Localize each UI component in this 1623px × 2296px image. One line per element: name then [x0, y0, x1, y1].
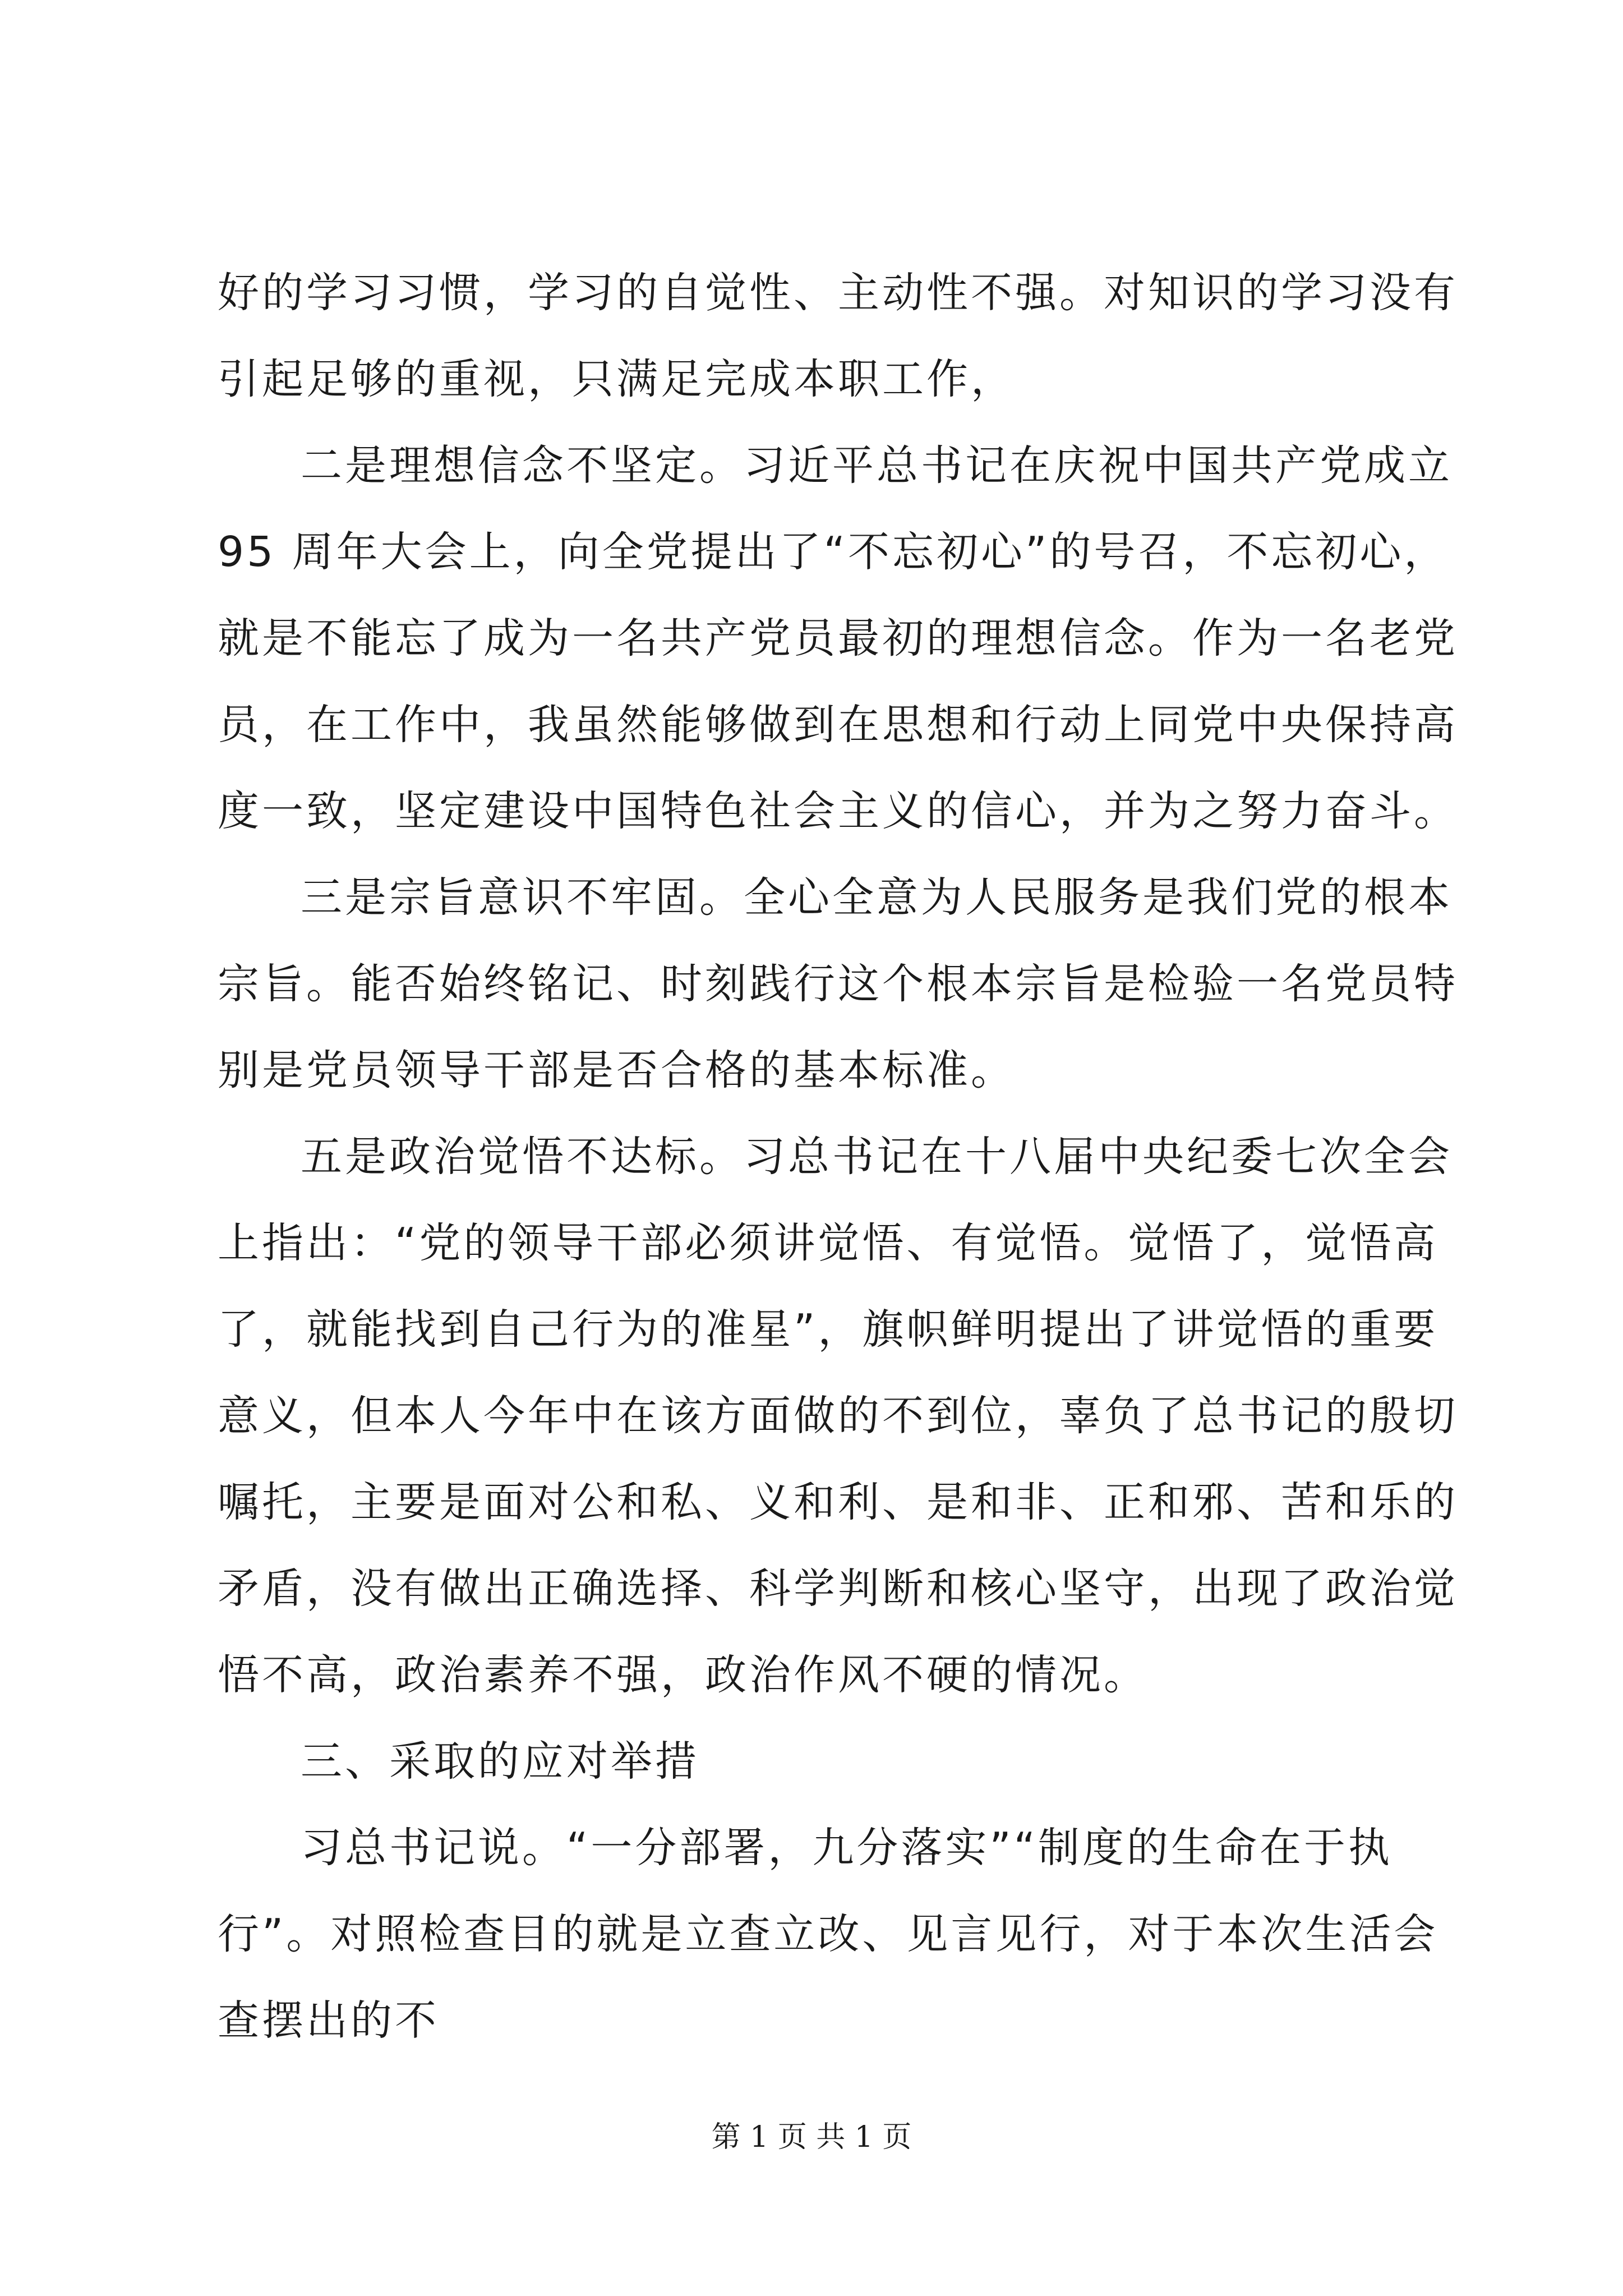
- page-footer: 第 1 页 共 1 页: [711, 2120, 912, 2154]
- text-line: 引起足够的重视，只满足完成本职工作，: [218, 355, 1015, 403]
- text-line: 习总书记说。“一分部署，九分落实”“制度的生命在于执: [301, 1824, 1393, 1872]
- text-line: 三、采取的应对举措: [301, 1737, 699, 1786]
- text-line: 宗旨。能否始终铭记、时刻践行这个根本宗旨是检验一名党员特: [218, 960, 1458, 1008]
- text-line: 好的学习习惯，学习的自觉性、主动性不强。对知识的学习没有: [218, 269, 1458, 317]
- text-line: 二是理想信念不坚定。习近平总书记在庆祝中国共产党成立: [301, 441, 1453, 490]
- text-line: 悟不高，政治素养不强，政治作风不硬的情况。: [218, 1651, 1148, 1699]
- text-line: 度一致，坚定建设中国特色社会主义的信心，并为之努力奋斗。: [218, 787, 1458, 835]
- text-line: 行”。对照检查目的就是立查立改、见言见行，对于本次生活会: [218, 1910, 1438, 1958]
- document-body: [218, 250, 1458, 2064]
- text-line: 嘱托，主要是面对公和私、义和利、是和非、正和邪、苦和乐的: [218, 1478, 1458, 1526]
- text-line: 意义，但本人今年中在该方面做的不到位，辜负了总书记的殷切: [218, 1392, 1458, 1440]
- text-line: 上指出：“党的领导干部必须讲觉悟、有觉悟。觉悟了，觉悟高: [218, 1219, 1438, 1267]
- text-line: 五是政治觉悟不达标。习总书记在十八届中央纪委七次全会: [301, 1133, 1453, 1181]
- text-line: 三是宗旨意识不牢固。全心全意为人民服务是我们党的根本: [301, 873, 1453, 922]
- text-line: 了，就能找到自己行为的准星”，旗帜鲜明提出了讲觉悟的重要: [218, 1305, 1438, 1354]
- text-line: 别是党员领导干部是否合格的基本标准。: [218, 1046, 1015, 1094]
- text-line: 员，在工作中，我虽然能够做到在思想和行动上同党中央保持高: [218, 701, 1458, 749]
- text-line: 95 周年大会上，向全党提出了“不忘初心”的号召，不忘初心，: [218, 528, 1449, 576]
- text-line: 矛盾，没有做出正确选择、科学判断和核心坚守，出现了政治觉: [218, 1565, 1458, 1613]
- text-line: 查摆出的不: [218, 1996, 439, 2045]
- text-line: 就是不能忘了成为一名共产党员最初的理想信念。作为一名老党: [218, 614, 1458, 662]
